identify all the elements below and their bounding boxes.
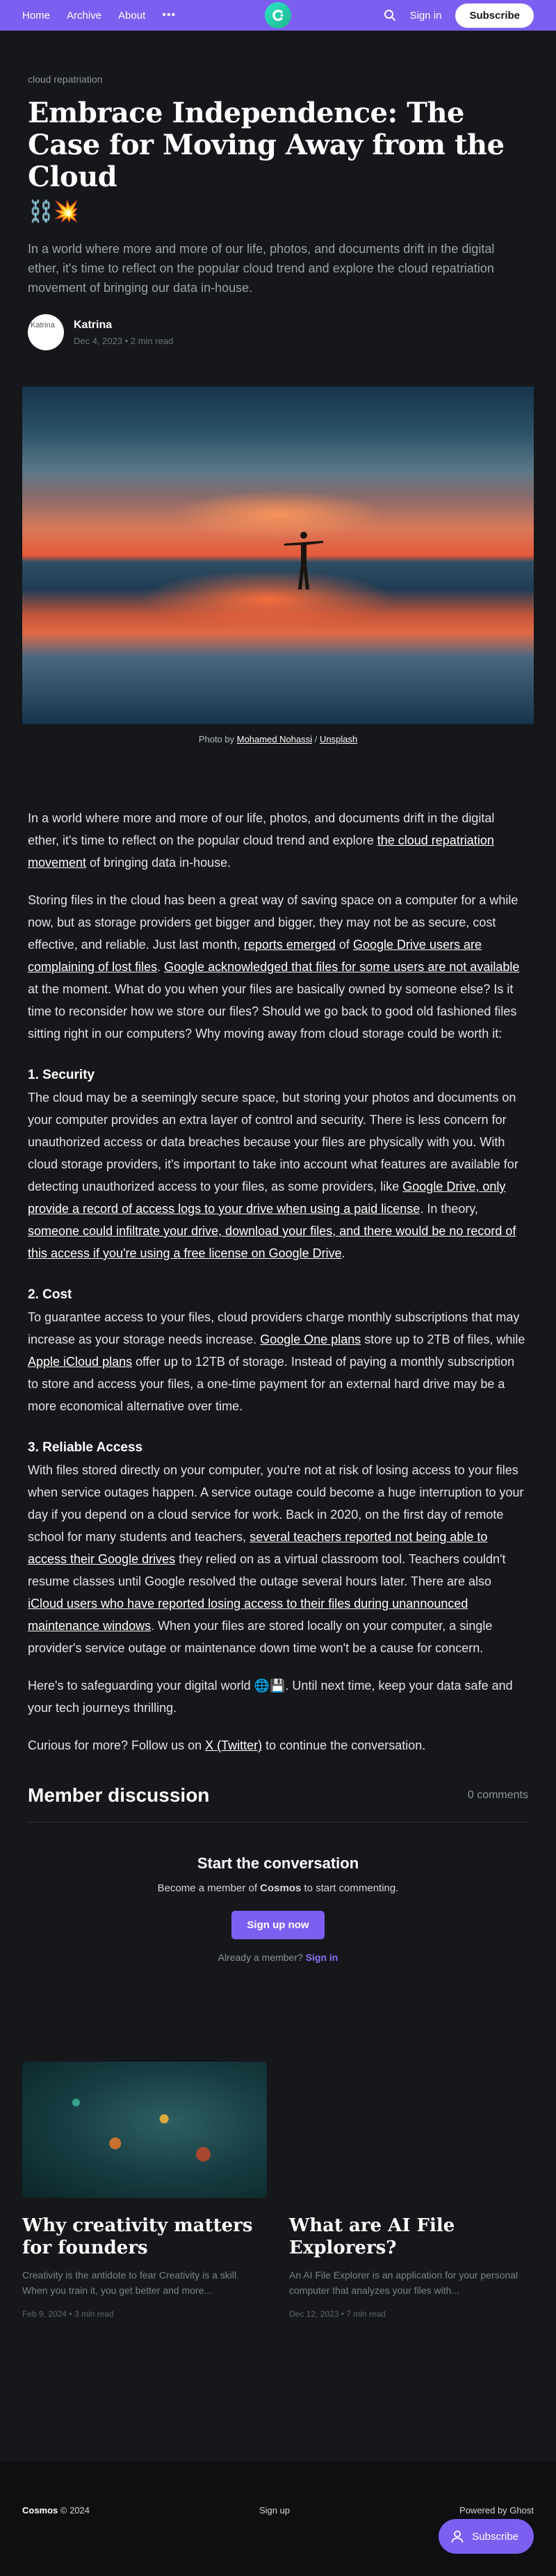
- post-card[interactable]: [22, 2062, 267, 2319]
- twitter-link[interactable]: X (Twitter): [205, 1738, 263, 1752]
- member-discussion: [0, 1784, 556, 1963]
- author-avatar[interactable]: [28, 314, 64, 350]
- signup-now-button[interactable]: Sign up now: [231, 1911, 324, 1939]
- portal-subscribe-button[interactable]: [439, 2519, 534, 2554]
- user-icon: [450, 2529, 465, 2544]
- google-drive-complaints-link[interactable]: Google Drive users are complaining of lost files: [28, 938, 482, 974]
- image-caption: [0, 734, 556, 744]
- text: In a world where more and more of our life, photos, and documents drift in the digital ether, it's time to reflect on the popular cloud trend and explore: [28, 811, 495, 847]
- photographer-link[interactable]: Mohamed Nohassi: [236, 734, 313, 744]
- paragraph-cost: [28, 1306, 528, 1417]
- publish-date: Dec 4, 2023: [74, 335, 123, 346]
- paragraph-storage: [28, 889, 528, 1045]
- powered-by-ghost-link[interactable]: Powered by Ghost: [459, 2505, 534, 2516]
- paragraph-closing: Here's to safeguarding your digital world 🌐💾. Until next time, keep your data safe and your tech journeys thrilling.: [28, 1679, 513, 1715]
- article-title-text: Embrace Independence: The Case for Moving Away from the Cloud: [28, 97, 505, 193]
- comment-count: 0 comments: [467, 1789, 528, 1801]
- post-date: Dec 12, 2023: [289, 2309, 339, 2319]
- caption-separator: /: [312, 734, 320, 744]
- post-reading-time: 3 min read: [74, 2309, 114, 2319]
- primary-tag[interactable]: cloud repatriation: [28, 74, 103, 85]
- cloud-repatriation-link[interactable]: the cloud repatriation movement: [28, 833, 494, 870]
- comments-cta: [28, 1823, 528, 1963]
- post-reading-time: 7 min read: [346, 2309, 386, 2319]
- text: offer up to 12TB of storage. Instead of paying a monthly subscription to store and access your files, a one-time payment for an external hard drive may be a more economical alternative over time.: [28, 1355, 515, 1413]
- byline-text: [74, 319, 173, 346]
- infiltrate-drive-link[interactable]: someone could infiltrate your drive, download your files, and there would be no record of this access if you're using a free license on Google Drive: [28, 1224, 516, 1260]
- author-name[interactable]: Katrina: [74, 318, 113, 331]
- google-one-plans-link[interactable]: Google One plans: [260, 1332, 361, 1346]
- discussion-title: Member discussion: [28, 1784, 210, 1806]
- site-footer: [0, 2462, 556, 2576]
- text: of: [335, 938, 353, 952]
- post-card-excerpt: Creativity is the antidote to fear Creativity is a skill. When you train it, you get better and more...: [22, 2269, 240, 2296]
- post-card-meta: Feb 9, 2024 • 3 min read: [22, 2309, 114, 2319]
- post-card[interactable]: [289, 2062, 534, 2319]
- meta-dot: •: [124, 335, 131, 346]
- paragraph-follow: [28, 1734, 528, 1756]
- text: Curious for more? Follow us on: [28, 1738, 206, 1752]
- text: Already a member?: [218, 1952, 306, 1963]
- apple-icloud-plans-link[interactable]: Apple iCloud plans: [28, 1355, 133, 1369]
- footer-copyright: [22, 2505, 90, 2516]
- unsplash-link[interactable]: Unsplash: [319, 734, 358, 744]
- text: of bringing data in-house.: [86, 856, 231, 870]
- text: Become a member of: [157, 1882, 261, 1894]
- reading-time: 2 min read: [130, 335, 174, 346]
- portal-subscribe-label: Subscribe: [472, 2530, 518, 2543]
- paragraph-intro: [28, 807, 528, 874]
- paragraph-security: [28, 1086, 528, 1264]
- article-excerpt: In a world where more and more of our life, photos, and documents drift in the digital ether, it's time to reflect on the popular cloud trend and explore the cloud repatriation movement of bringing our data in-house.: [28, 242, 495, 295]
- subscribe-button[interactable]: Subscribe: [455, 3, 534, 28]
- article-content: [0, 807, 556, 1756]
- brand-name: Cosmos: [260, 1882, 302, 1894]
- text: at the moment. What do you when your files are basically owned by someone else? Is it time to reconsider how we store our files? Should we go back to good old fashioned files sitting right in our computers? Why moving away from cloud storage could be worth it:: [28, 982, 517, 1041]
- text: .: [157, 960, 165, 974]
- caption-prefix: Photo by: [198, 734, 237, 744]
- text: With files stored directly on your computer, you're not at risk of losing access to your files when service outages happen. A service outage could become a huge interruption to your day if you depend on a cloud service for work. Back in 2020, on the first day of remote school for many students and teachers,: [28, 1463, 524, 1544]
- nav-home-link[interactable]: Home: [22, 9, 51, 22]
- discussion-header: [28, 1784, 528, 1823]
- post-card-meta: Dec 12, 2023 • 7 min read: [289, 2309, 386, 2319]
- feature-figure: [0, 386, 556, 744]
- cta-title: Start the conversation: [197, 1854, 359, 1872]
- logo-icon: [270, 7, 286, 24]
- heading-cost: 2. Cost: [28, 1287, 72, 1302]
- avatar-alt-text: Katrina: [31, 321, 55, 329]
- footer-row: [0, 2505, 556, 2516]
- copyright-text: © 2024: [58, 2505, 90, 2516]
- feature-image: [22, 386, 534, 724]
- heading-reliable-access: 3. Reliable Access: [28, 1440, 143, 1455]
- site-header: [0, 0, 556, 31]
- text: . When your files are stored locally on your computer, a single provider's service outage or maintenance down time won't be a cause for concern.: [28, 1619, 493, 1655]
- text: Storing files in the cloud has been a great way of saving space on a computer for a while now, but as storage providers get bigger and bigger, they may not be as secure, cost effective, and reliable. Just last month,: [28, 893, 518, 952]
- reports-emerged-link[interactable]: reports emerged: [243, 938, 336, 952]
- person-silhouette: [283, 528, 325, 591]
- nav-archive-link[interactable]: Archive: [67, 9, 102, 22]
- signin-link[interactable]: Sign in: [409, 9, 442, 22]
- teachers-reported-link[interactable]: several teachers reported not being able to access their Google drives: [28, 1530, 488, 1566]
- related-posts: [0, 2062, 556, 2319]
- main-nav: [22, 9, 176, 22]
- byline: [28, 314, 528, 350]
- cta-signin-link[interactable]: Sign in: [305, 1952, 338, 1963]
- post-card-title[interactable]: Why creativity matters for founders: [22, 2215, 253, 2258]
- text: The cloud may be a seemingly secure space, but storing your photos and documents on your computer provides an extra layer of control and security. There is less concern for unauthorized access or data breaches because your files are physically with you. With cloud storage providers, it's important to take into account what features are available for detecting unauthorized access to your files, as some providers, like: [28, 1091, 518, 1193]
- footer-brand[interactable]: Cosmos: [22, 2505, 58, 2516]
- paragraph-reliable-access: [28, 1459, 528, 1659]
- heading-security: 1. Security: [28, 1068, 95, 1082]
- article-header: [0, 74, 556, 350]
- article-meta: [74, 336, 173, 346]
- search-icon[interactable]: [384, 9, 396, 22]
- post-date: Feb 9, 2024: [22, 2309, 67, 2319]
- article-title: [28, 97, 528, 227]
- google-acknowledged-link[interactable]: Google acknowledged that files for some users are not available: [164, 960, 520, 974]
- text: to start commenting.: [301, 1882, 399, 1894]
- text: they relied on as a virtual classroom tool. Teachers couldn't resume classes until Google resolved the outage several hours later. There are also: [28, 1552, 506, 1588]
- nav-about-link[interactable]: About: [118, 9, 146, 22]
- access-logs-link[interactable]: Google Drive, only provide a record of access logs to your drive when using a paid license: [28, 1180, 506, 1216]
- footer-signup-link[interactable]: Sign up: [259, 2505, 291, 2516]
- post-card-title[interactable]: What are AI File Explorers?: [289, 2215, 455, 2258]
- text: To guarantee access to your files, cloud providers charge monthly subscriptions that may increase as your storage needs increase.: [28, 1310, 520, 1346]
- cta-subtitle: [28, 1882, 528, 1894]
- cta-footer: [28, 1952, 528, 1963]
- text: .: [341, 1246, 345, 1260]
- post-card-image[interactable]: [22, 2062, 267, 2198]
- text: to continue the conversation.: [262, 1738, 426, 1752]
- post-card-image-placeholder: [289, 2062, 534, 2198]
- title-emoji: ⛓️💥: [28, 199, 79, 224]
- text: . In theory,: [420, 1202, 479, 1216]
- nav-actions: [384, 3, 534, 28]
- post-card-excerpt: An AI File Explorer is an application for your personal computer that analyzes your files with...: [289, 2269, 518, 2296]
- text: store up to 2TB of files, while: [361, 1332, 525, 1346]
- more-menu-button[interactable]: •••: [162, 9, 177, 21]
- site-logo[interactable]: [265, 2, 291, 28]
- icloud-users-link[interactable]: iCloud users who have reported losing access to their files during unannounced maintenance windows: [28, 1597, 468, 1633]
